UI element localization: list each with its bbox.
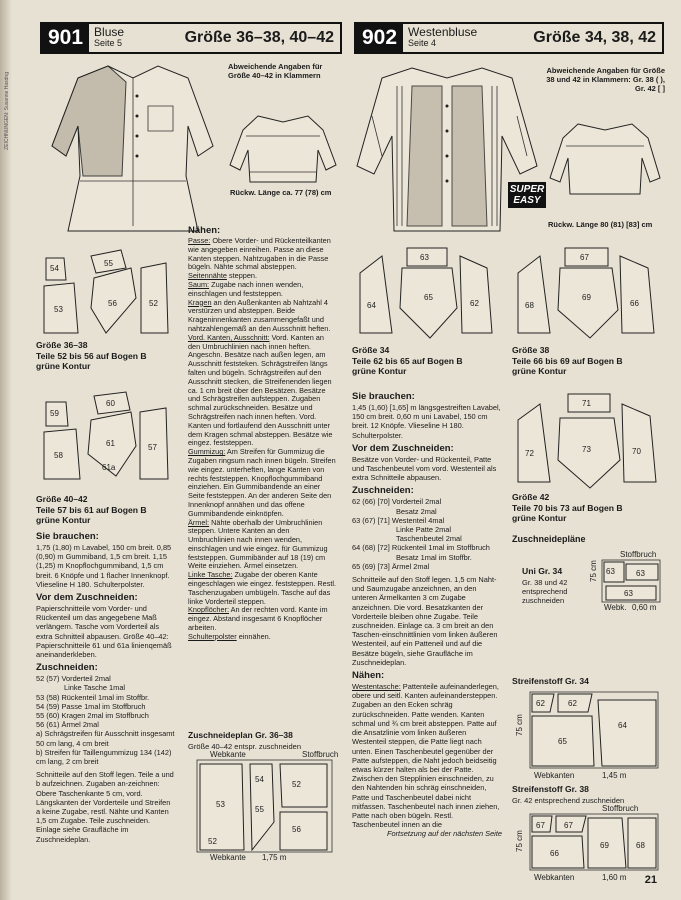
cut-line: 52 (57) Vorderteil 2mal xyxy=(36,674,111,684)
westenbluse-back-illustration xyxy=(548,118,663,198)
plan-label: 63 xyxy=(624,589,633,598)
svg-text:61: 61 xyxy=(106,439,115,448)
plan-label: Stoffbruch xyxy=(620,550,657,559)
svg-text:57: 57 xyxy=(148,443,157,452)
step-text: an den Außenkanten ab Nahtzahl 4 verstürzen und absteppen. Beide Krageninnenkanten zusammengefaßt und nahtzahlengemäß an den Ausschnitt heften. xyxy=(188,297,331,333)
left-materials-column xyxy=(36,528,176,844)
plan-label: 1,75 m xyxy=(262,853,287,862)
materials-text: 1,75 (1,80) m Lavabel, 150 cm breit. 0,85 (0,90) m Gummiband, 1,5 cm breit. 1,15 (1,25) m Knopflochgummiband, 1,5 cm breit. 6 Knöpfe und 1 flacher Innenknopf. Vlieseline H 180. Schulterpolster. xyxy=(36,543,172,589)
blouse-front-illustration xyxy=(38,56,228,236)
caption-parts: Teile 70 bis 73 auf Bogen B xyxy=(512,502,623,513)
header-901 xyxy=(40,22,342,54)
cutting-plan-streifen-34 xyxy=(515,690,662,782)
step-title: Ärmel: xyxy=(188,517,210,527)
cut-line: Besatz 1mal im Stoffbr. xyxy=(396,552,472,562)
svg-text:70: 70 xyxy=(632,447,641,456)
plan-label: 1,60 m xyxy=(602,873,627,882)
pattern-pieces-70-73 xyxy=(510,390,660,490)
cut-line: 65 (69) [73] Ärmel 2mal xyxy=(352,561,430,571)
pattern-sizes: Größe 36–38, 40–42 xyxy=(184,29,334,46)
heading-sie-brauchen: Sie brauchen: xyxy=(36,531,99,542)
svg-text:65: 65 xyxy=(424,293,433,302)
step-text: steppen. xyxy=(226,271,257,281)
cutting-plan-streifen-38 xyxy=(515,804,662,884)
svg-text:55: 55 xyxy=(104,259,113,268)
caption-36-38 xyxy=(36,340,147,372)
svg-text:56: 56 xyxy=(108,299,117,308)
plan-label: 68 xyxy=(636,841,645,850)
caption-parts: Teile 52 bis 56 auf Bogen B xyxy=(36,350,147,361)
step-text: Obere Vorder- und Rückenteilkanten wie angegeben einreihen. Passe an diese Kanten steppen. Nahtzugaben in die Passe bügeln. Nähte schmal absteppen. xyxy=(188,236,331,272)
sewing-step xyxy=(188,299,338,334)
svg-text:52: 52 xyxy=(149,299,158,308)
plan-sub-901: Größe 40–42 entspr. zuschneiden xyxy=(188,742,301,751)
cut-line: 56 (61) Ärmel 2mal xyxy=(36,720,99,730)
plan-label: 1,45 m xyxy=(602,771,627,780)
back-length-901: Rückw. Länge ca. 77 (78) cm xyxy=(230,188,332,197)
caption-size: Größe 36–38 xyxy=(36,340,88,350)
cut-line: Besatz 2mal xyxy=(396,506,437,516)
svg-text:58: 58 xyxy=(54,451,63,460)
pattern-page: Seite 4 xyxy=(408,38,437,48)
pattern-sizes: Größe 34, 38, 42 xyxy=(533,29,656,46)
cut-line: 63 (67) [71] Westenteil 4mal xyxy=(352,515,445,525)
pattern-pieces-57-61 xyxy=(36,384,171,484)
step-text: Am Streifen für Gummizug die Zugaben ringsum nach innen bügeln. Streifen wie eingez. unterheften, lange Kanten von rechts feststeppen. Knopflochgummiband einziehen. Ein Gummibandende an einer Seite feststeppen. An der anderen Seite den Innenknopf annähen und das offene Gummibandende einknöpfen. xyxy=(188,447,336,518)
caption-38 xyxy=(512,345,623,377)
cut-line: b) Streifen für Taillengummizug 134 (142) cm lang, 2 cm breit xyxy=(36,747,172,767)
pattern-name-block xyxy=(403,24,482,52)
plans-heading-902: Zuschneidepläne xyxy=(512,534,586,544)
plan-label: 63 xyxy=(606,567,615,576)
pattern-pieces-66-69 xyxy=(510,238,660,343)
streifen38-sub: Gr. 42 entsprechend zuschneiden xyxy=(512,796,625,805)
svg-text:72: 72 xyxy=(525,449,534,458)
streifen38-heading: Streifenstoff Gr. 38 xyxy=(512,784,589,794)
svg-text:62: 62 xyxy=(470,299,479,308)
caption-size: Größe 42 xyxy=(512,492,550,502)
svg-text:64: 64 xyxy=(367,301,376,310)
pattern-pieces-62-65 xyxy=(352,238,502,343)
svg-text:69: 69 xyxy=(582,293,591,302)
uni-heading: Uni Gr. 34 xyxy=(522,566,563,576)
sewing-step xyxy=(188,334,338,448)
super-easy-badge: SUPER EASY xyxy=(509,184,545,206)
svg-text:54: 54 xyxy=(50,264,59,273)
pattern-number: 902 xyxy=(356,24,403,52)
cut-line: Taschenbeutel 2mal xyxy=(396,534,462,544)
plan-label: 69 xyxy=(600,841,609,850)
step-text: einnähen. xyxy=(236,631,271,641)
step-title: Linke Tasche: xyxy=(188,570,233,580)
sewing-step xyxy=(188,606,338,632)
plan-label: Stoffbruch xyxy=(602,804,639,813)
pattern-name: Westenbluse xyxy=(408,25,478,39)
sewing-step xyxy=(352,682,502,829)
svg-text:60: 60 xyxy=(106,399,115,408)
svg-text:73: 73 xyxy=(582,445,591,454)
pattern-name: Bluse xyxy=(94,25,125,39)
layout-text: Schnitteile auf den Stoff legen. 1,5 cm Naht- und Saumzugabe anzeichnen, an den unteren Ärmelkanten 3 cm Zugabe anzeichnen. Die vord. Besatzkanten der Vorderteile bleiben ohne Zugabe. Teile zuschneiden. Einlage ca. 3 cm breit an den Taschen-einschnittlinien vom linken äußeren Westenteil, auf ein Patteneil und auf die Besätze bügeln, siehe Graufläche im Zuschneideplan. xyxy=(352,575,498,667)
step-text: Zugabe der oberen Kante eingeschlagen wie eingez. feststeppen. Restl. Taschenzugaben umbügeln. Tasche auf das linke Vorderteil steppen. xyxy=(188,570,337,606)
back-length-902: Rückw. Länge 80 (81) [83] cm xyxy=(548,220,653,229)
credit-text: ZEICHNUNGEN: Susanne Hasdng xyxy=(4,72,10,150)
plan-label: 0,60 m xyxy=(632,603,657,612)
sewing-step xyxy=(188,519,338,572)
step-title: Westentasche: xyxy=(352,682,401,692)
heading-sie-brauchen: Sie brauchen: xyxy=(352,391,415,402)
step-text: Zugabe nach innen wenden, einschlagen und feststeppen. xyxy=(188,279,304,298)
plan-label: 67 xyxy=(536,821,545,830)
step-title: Knopflöcher: xyxy=(188,605,229,615)
header-902 xyxy=(354,22,664,54)
cut-line: 64 (68) [72] Rückenteil 1mal im Stoffbruch xyxy=(352,543,490,553)
plan-label: Webkante xyxy=(210,853,246,862)
plan-label: 66 xyxy=(550,849,559,858)
svg-text:61a: 61a xyxy=(102,463,116,472)
sewing-step xyxy=(188,237,338,272)
pattern-name-block xyxy=(89,24,129,52)
cutting-plan-901 xyxy=(192,752,337,862)
size-note-901: Abweichende Angaben für Größe 40–42 in Klammern xyxy=(228,62,323,80)
plan-label: 53 xyxy=(216,800,225,809)
step-title: Passe: xyxy=(188,236,211,245)
plan-label: 65 xyxy=(558,737,567,746)
step-text: Pattenteile aufeinanderlegen, obere und seitl. Kanten aufeinandersteppen. Zugaben an den Ecken schräg zurückschneiden. Patte wenden. Kanten schmal und ¾ cm breit absteppen. Patte auf die Ansatzlinie vom linken äußeren Westenteil steppen, die Patte liegt nach unten. Einen Taschenbeutel gegenüber der Patte aufsteppen, die Naht jedoch beidseitig etwas kürzer halten als bei der Patte. Zwischen den Stepplinien einschneiden, zu den Nahtenden hin schräg einschneiden, Patte und Taschenbeutel dabei nicht mitfassen. Taschenbeutel nach innen ziehen, Patte nach oben bügeln. Restl. Taschenbeutel innen an die xyxy=(352,682,500,830)
plan-label: 55 xyxy=(255,805,264,814)
cutting-plan-uni xyxy=(589,550,662,614)
prep-text: Besätze von Vorder- und Rückenteil, Patte und Taschenbeutel vom vord. Westenteil als extra Schnitteile abpausen. xyxy=(352,454,497,483)
sewing-step xyxy=(188,571,338,606)
plan-label: 63 xyxy=(636,569,645,578)
pattern-pieces-52-56 xyxy=(36,238,171,338)
plan-label: 62 xyxy=(536,699,545,708)
materials-text: 1,45 (1,60) [1,65] m längsgestreiften Lavabel, 150 cm breit. 0,60 m uni Lavabel, 150 cm breit. 12 Knöpfe. Vlieseline H 180. Schulterpolster. xyxy=(352,403,501,440)
step-title: Kragen xyxy=(188,297,212,307)
plan-label: 75 cm xyxy=(515,714,524,736)
pattern-number: 901 xyxy=(42,24,89,52)
plan-label: Webkanten xyxy=(534,873,575,882)
size-note-902: Abweichende Angaben für Größe 38 und 42 in Klammern: Gr. 38 ( ), Gr. 42 [ ] xyxy=(546,66,665,93)
plan-label: 75 cm xyxy=(589,560,598,582)
heading-zuschneiden: Zuschneiden: xyxy=(352,485,414,497)
caption-parts: Teile 66 bis 69 auf Bogen B xyxy=(512,355,623,366)
plan-label: 56 xyxy=(292,825,301,834)
pattern-page: Seite 5 xyxy=(94,38,123,48)
plan-label: 52 xyxy=(292,780,301,789)
svg-text:68: 68 xyxy=(525,301,534,310)
cut-line: Linke Patte 2mal xyxy=(396,525,452,535)
step-title: Saum: xyxy=(188,279,210,289)
caption-size: Größe 38 xyxy=(512,345,550,355)
plan-title-901: Zuschneideplan Gr. 36–38 xyxy=(188,730,293,740)
cut-line: a) Schrägstreifen für Ausschnitt insgesamt 50 cm lang, 4 cm breit xyxy=(36,729,175,748)
step-title: Gummizug: xyxy=(188,447,226,457)
svg-text:59: 59 xyxy=(50,409,59,418)
svg-text:66: 66 xyxy=(630,299,639,308)
plan-label: 67 xyxy=(564,821,573,830)
step-text: Nähte oberhalb der Umbruchlinien steppen. Untere Kanten an den Umbruchlinien nach innen wenden, einschlagen und wie eingez. für Gummizug feststeppen. Gummibänder auf 18 (19) cm Weite einziehen. Ärmel einsetzen. xyxy=(188,517,328,571)
caption-parts: Teile 57 bis 61 auf Bogen B xyxy=(36,504,147,515)
heading-vor-dem-zuschneiden: Vor dem Zuschneiden: xyxy=(352,442,454,454)
cut-line: Linke Tasche 1mal xyxy=(64,683,126,693)
step-text: An der rechten vord. Kante im eingez. Abstand insgesamt 6 Knopflöcher arbeiten. xyxy=(188,605,328,633)
page-number: 21 xyxy=(644,874,657,886)
streifen34-heading: Streifenstoff Gr. 34 xyxy=(512,676,589,686)
heading-zuschneiden: Zuschneiden: xyxy=(36,662,98,674)
plan-label: Stoffbruch xyxy=(302,750,339,759)
caption-size: Größe 40–42 xyxy=(36,494,88,504)
cut-line: 54 (59) Passe 1mal im Stoffbruch xyxy=(36,701,146,711)
caption-parts: Teile 62 bis 65 auf Bogen B xyxy=(352,355,463,366)
step-title: Vord. Kanten, Ausschnitt: xyxy=(188,332,270,342)
svg-text:53: 53 xyxy=(54,305,63,314)
plan-label: Webkanten xyxy=(534,771,575,780)
left-sewing-column xyxy=(188,222,338,642)
caption-34 xyxy=(352,345,463,377)
right-text-column xyxy=(352,388,502,839)
heading-naehen: Nähen: xyxy=(188,225,221,236)
continued-note: Fortsetzung auf der nächsten Seite xyxy=(386,829,502,839)
caption-contour: grüne Kontur xyxy=(512,513,567,523)
layout-text: Schnitteile auf den Stoff legen. Teile a und b aufzeichnen. Zugaben an-zeichnen: Obere Taschenkante 5 cm, vord. Längskanten der Vorderteile und Streifen a keine Zugabe, restl. Nähte und Kanten 1,5 cm Zugabe. Teile zuschneiden. Einlage siehe Graufläche im Zuschneideplan. xyxy=(36,770,174,844)
step-title: Schulterpolster xyxy=(188,631,237,641)
svg-text:71: 71 xyxy=(582,399,591,408)
caption-size: Größe 34 xyxy=(352,345,390,355)
plan-label: 52 xyxy=(208,837,217,846)
plan-label: Webkante xyxy=(210,750,246,759)
svg-text:67: 67 xyxy=(580,253,589,262)
step-title: Seitennähte xyxy=(188,271,227,281)
westenbluse-front-illustration xyxy=(352,56,542,236)
caption-40-42 xyxy=(36,494,147,526)
plan-label: 62 xyxy=(568,699,577,708)
caption-contour: grüne Kontur xyxy=(36,361,91,371)
plan-label: Webk. xyxy=(604,603,627,612)
sewing-step xyxy=(188,633,338,642)
caption-contour: grüne Kontur xyxy=(36,515,91,525)
step-text: Vord. Kanten an den Umbruchlinien nach innen heften. Angeschn. Besätze nach außen legen, am Ausschnitt feststeken. Schrägstreifen längs falten und bügeln. Schrägstreifen auf den Ausschnitt stecken, die Streifenenden liegen ca. 1 cm breit über den Besätzen. Besätze und Schrägstreifen aufsteppen. Zugaben schmal zurückschneiden. Besätze und Schrägstreifen nach innen heften. Vord. Kanten und fortlaufend den Ausschnitt unter dem Kragen schmal absteppen. Besätze wie eingez. feststeppen. xyxy=(188,332,333,448)
uni-sub: Gr. 38 und 42 entsprechend zuschneiden xyxy=(522,578,568,605)
sewing-step xyxy=(188,281,338,299)
prep-text: Papierschnitteile vom Vorder- und Rückenteil um das angegebene Maß verlängern. Tasche vom Vorderteil als extra Schnitteil abpausen. Größe 40–42: Papierschnitteile 61 und 61a linienqemäß aneinanderkleben. xyxy=(36,604,172,660)
cut-line: 53 (58) Rückenteil 1mal im Stoffbr. xyxy=(36,692,150,702)
caption-42 xyxy=(512,492,623,524)
sewing-step xyxy=(188,448,338,518)
heading-vor-dem-zuschneiden: Vor dem Zuschneiden: xyxy=(36,592,138,604)
caption-contour: grüne Kontur xyxy=(352,366,407,376)
svg-text:63: 63 xyxy=(420,253,429,262)
heading-naehen: Nähen: xyxy=(352,670,385,682)
plan-label: 75 cm xyxy=(515,830,524,852)
plan-label: 54 xyxy=(255,775,264,784)
blouse-back-illustration xyxy=(228,110,338,190)
plan-label: 64 xyxy=(618,721,627,730)
cut-line: 62 (66) [70] Vorderteil 2mal xyxy=(352,497,442,507)
cut-line: 55 (60) Kragen 2mal im Stoffbruch xyxy=(36,711,149,721)
caption-contour: grüne Kontur xyxy=(512,366,567,376)
